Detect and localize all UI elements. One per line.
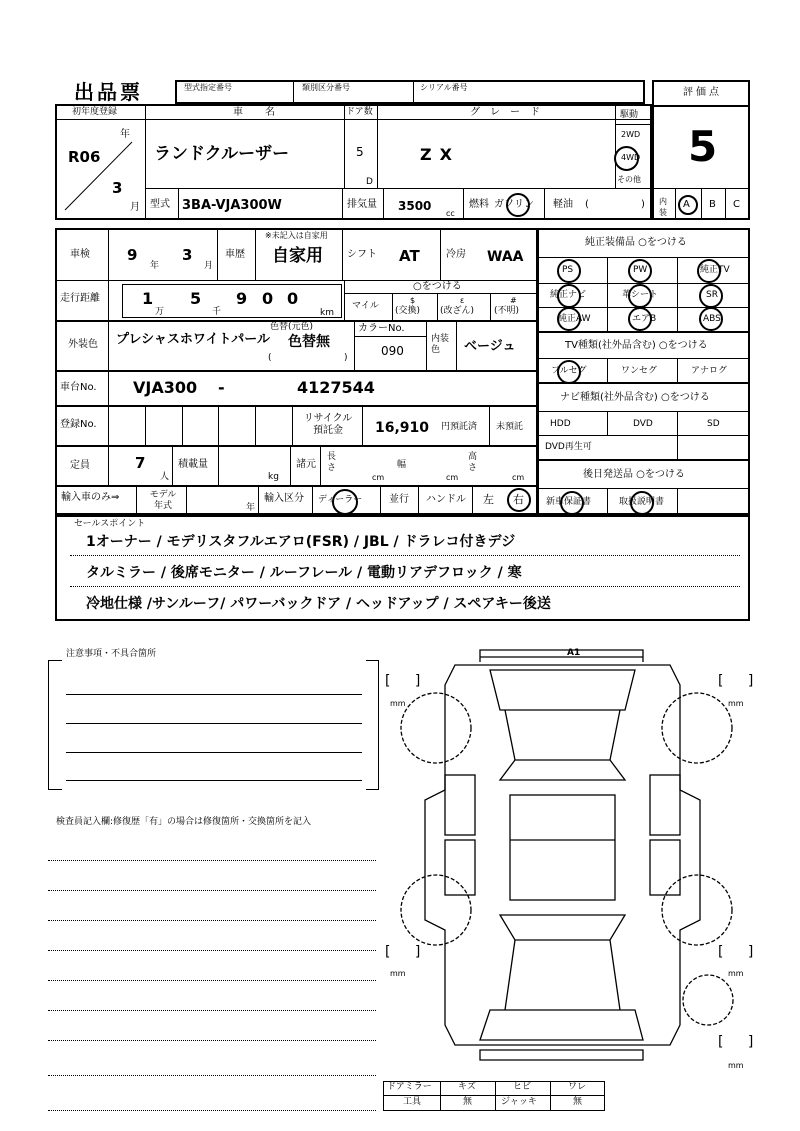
interior-color-label: 内装色	[431, 334, 450, 355]
bracket-rear-right: [ ]	[718, 944, 764, 960]
equip-pw-circle	[628, 259, 652, 283]
history-note: ※未記入は自家用	[265, 231, 328, 240]
grade-value: ZX	[420, 145, 460, 164]
import-dealer-circle	[332, 489, 358, 515]
capacity-unit: 人	[160, 472, 170, 482]
equip-ps-circle	[557, 259, 581, 283]
bracket-spare: [ ]	[718, 1034, 764, 1050]
equipment-title: 純正装備品 ○をつける	[585, 237, 687, 248]
drive-label: 駆動	[620, 110, 639, 120]
ac-label: 冷房	[446, 249, 466, 260]
color-no-label: カラーNo.	[358, 323, 405, 334]
model-year-label: モデル年式	[149, 490, 177, 511]
length-cm: cm	[372, 473, 385, 482]
first-reg-year-unit: 年	[120, 129, 130, 140]
bracket-front-right: [ ]	[718, 673, 764, 689]
doors-value: 5	[356, 145, 364, 159]
legend-header-3: ヒビ	[513, 1082, 532, 1092]
light-oil-paren-open: (	[585, 199, 589, 210]
mileage-digit-4: 0	[262, 289, 274, 308]
mileage-mark-label: ○をつける	[413, 281, 462, 292]
length-label: 長さ	[327, 452, 337, 473]
recycle-value: 16,910	[375, 420, 430, 436]
import-dealer: ディーラー	[318, 495, 363, 505]
mileage-digit-2: 5	[190, 289, 202, 308]
drive-4wd: 4WD	[621, 153, 641, 162]
legend-value-1: 工具	[403, 1097, 422, 1107]
load-label: 積載量	[178, 459, 208, 470]
tv-fullseg-circle	[557, 360, 581, 384]
navi-sd: SD	[707, 419, 720, 429]
handle-right-circle	[507, 488, 531, 512]
import-parallel: 並行	[389, 494, 409, 505]
model-value: 3BA-VJA300W	[182, 198, 282, 213]
inspection-year-unit: 年	[150, 261, 160, 271]
shift-label: シフト	[347, 249, 377, 260]
spare-wheel	[680, 972, 740, 1032]
inspection-month: 3	[182, 246, 193, 264]
sales-line-1: 1オーナー / モデリスタフルエアロ(FSR) / JBL / ドラレコ付きデジ	[86, 534, 516, 550]
width-label: 幅	[397, 460, 407, 470]
equip-leather-circle	[628, 284, 652, 308]
sales-line-2: タルミラー / 後席モニター / ルーフレール / 電動リアデフロック / 寒	[86, 565, 522, 581]
equip-sr-circle	[699, 284, 723, 308]
legend-value-3: ジャッキ	[501, 1097, 537, 1107]
doors-label: ドア数	[346, 107, 373, 117]
color-change-paren-open: (	[268, 353, 272, 363]
category-label: 類別区分番号	[302, 83, 350, 92]
modified-mark: ɛ	[460, 296, 465, 305]
interior-b: B	[709, 199, 716, 210]
equip-navi-circle	[557, 284, 581, 308]
reg-no-label: 登録No.	[60, 419, 97, 430]
chassis-prefix: VJA300	[133, 378, 198, 397]
light-oil-paren-close: )	[641, 199, 645, 210]
equip-pw: PW	[633, 265, 648, 275]
exterior-color-value: プレシャスホワイトパール	[116, 332, 270, 347]
equip-tv-circle	[697, 259, 721, 283]
navi-hdd: HDD	[550, 419, 571, 429]
interior-color-value: ベージュ	[464, 339, 516, 354]
wheel-front-left	[396, 688, 476, 778]
history-value: 自家用	[272, 246, 323, 266]
equip-abs-circle	[699, 307, 723, 331]
mm-spare: mm	[728, 1061, 744, 1070]
score-label: 評価点	[683, 87, 722, 98]
header-number-row	[175, 80, 645, 104]
color-change-value: 色替無	[288, 334, 330, 350]
capacity-label: 定員	[70, 460, 90, 471]
navi-dvd: DVD	[633, 419, 653, 429]
height-cm: cm	[512, 473, 525, 482]
equip-leather: 革シート	[622, 290, 659, 300]
load-unit: kg	[268, 472, 279, 482]
tv-title: TV種類(社外品含む) ○をつける	[565, 340, 708, 351]
modified-label: (改ざん)	[440, 306, 475, 316]
mileage-label: 走行距離	[60, 293, 100, 304]
recycle-unit: 円預託済	[441, 422, 478, 432]
inspection-label: 車検	[70, 249, 90, 260]
first-reg-month: 3	[112, 179, 123, 197]
docs-manual-circle	[630, 491, 654, 515]
chassis-number: 4127544	[297, 378, 375, 397]
height-label: 高さ	[468, 452, 478, 473]
history-label: 車歴	[225, 249, 245, 260]
width-cm: cm	[446, 473, 459, 482]
first-reg-year: R06	[68, 148, 101, 166]
equip-sr: SR	[706, 290, 718, 300]
equip-abs: ABS	[703, 314, 721, 324]
form-title: 出品票	[74, 80, 143, 104]
dims-label: 諸元	[296, 459, 316, 470]
docs-manual: 取扱説明書	[619, 497, 665, 507]
tv-oneseg: ワンセグ	[621, 366, 658, 376]
shift-value: AT	[399, 247, 420, 265]
equip-airbag-circle	[628, 307, 652, 331]
unknown-mark: #	[510, 296, 517, 305]
mileage-man: 万	[155, 307, 165, 317]
legend-header-4: ワレ	[568, 1082, 587, 1092]
exchange-label: (交換)	[395, 306, 421, 316]
interior-a-circle	[678, 195, 698, 215]
color-change-paren-close: )	[344, 353, 348, 363]
light-oil-label: 軽油	[553, 199, 573, 210]
import-only-label: 輸入車のみ⇒	[61, 492, 120, 503]
mileage-digit-5: 0	[287, 289, 299, 308]
handle-label: ハンドル	[426, 494, 466, 505]
diagram-top-mark: A1	[567, 648, 581, 658]
equip-aw-circle	[557, 307, 581, 331]
inspector-label: 検査員記入欄:修復歴「有」の場合は修復箇所・交換箇所を記入	[56, 817, 312, 827]
inspection-year: 9	[127, 246, 138, 264]
exterior-color-label: 外装色	[68, 339, 98, 350]
model-designation-label: 型式指定番号	[184, 83, 232, 92]
docs-warranty: 新車保証書	[546, 497, 592, 507]
drive-4wd-circle	[614, 146, 639, 171]
recycle-unpaid: 未預託	[496, 422, 524, 432]
displacement-unit: cc	[446, 209, 455, 218]
fuel-value: ガソリン	[494, 199, 534, 210]
navi-dvd-play: DVD再生可	[545, 442, 592, 452]
drive-2wd: 2WD	[621, 130, 641, 139]
mileage-digit-1: 1	[142, 289, 154, 308]
doors-suffix: D	[366, 177, 373, 187]
inspection-month-unit: 月	[204, 261, 214, 271]
sales-points-label: セールスポイント	[74, 519, 146, 529]
wheel-front-right	[657, 688, 737, 778]
displacement-label: 排気量	[347, 199, 377, 210]
mileage-km: km	[320, 308, 334, 318]
mileage-digit-3: 9	[236, 289, 248, 308]
color-change-label: 色替(元色)	[270, 322, 314, 332]
tv-fullseg: フルセグ	[551, 366, 587, 376]
equip-aw: 純正AW	[558, 314, 591, 324]
first-reg-slash	[60, 140, 140, 215]
mm-rear-left: mm	[390, 969, 406, 978]
equip-navi: 純正ナビ	[550, 290, 587, 300]
chassis-label: 車台No.	[60, 382, 97, 393]
color-no-value: 090	[381, 344, 404, 358]
model-label: 型式	[150, 199, 170, 210]
sales-line-3: 冷地仕様 /サンルーフ/ パワーバックドア / ヘッドアップ / スペアキー後送	[86, 596, 551, 612]
fuel-label: 燃料	[469, 199, 489, 210]
first-reg-month-unit: 月	[130, 202, 140, 213]
handle-left: 左	[483, 493, 494, 506]
navi-title: ナビ種類(社外品含む) ○をつける	[560, 392, 710, 403]
serial-label: シリアル番号	[420, 83, 468, 92]
handle-right: 右	[513, 493, 524, 506]
docs-title: 後日発送品 ○をつける	[583, 469, 685, 480]
mm-front-left: mm	[390, 699, 406, 708]
unknown-label: (不明)	[494, 306, 520, 316]
tv-analog: アナログ	[691, 366, 728, 376]
interior-c: C	[733, 199, 740, 210]
equip-ps: PS	[562, 265, 574, 275]
first-reg-label: 初年度登録	[72, 107, 118, 117]
car-name-value: ランドクルーザー	[154, 144, 290, 164]
score-value: 5	[688, 122, 718, 171]
car-name-label: 車名	[233, 107, 297, 118]
legend-header-1: ドアミラー	[387, 1082, 432, 1092]
legend-value-2: 無	[463, 1097, 473, 1107]
equip-airbag: エアB	[632, 314, 657, 324]
mile-label: マイル	[352, 301, 379, 311]
chassis-dash: -	[218, 378, 225, 397]
capacity-value: 7	[135, 454, 146, 472]
grade-label: グレード	[470, 107, 550, 118]
interior-a: A	[683, 199, 690, 210]
import-class-label: 輸入区分	[264, 493, 304, 504]
ac-value: WAA	[487, 249, 524, 265]
bracket-rear-left: [ ]	[385, 944, 431, 960]
docs-warranty-circle	[560, 491, 584, 515]
caution-label: 注意事項・不具合箇所	[66, 649, 157, 659]
drive-other: その他	[617, 175, 641, 184]
mm-rear-right: mm	[728, 969, 744, 978]
recycle-label: リサイクル預託金	[303, 413, 353, 436]
exchange-mark: $	[410, 296, 416, 305]
legend-header-2: キズ	[458, 1082, 476, 1092]
model-year-unit: 年	[246, 503, 256, 513]
equip-tv: 純正TV	[700, 265, 730, 275]
mileage-sen: 千	[212, 307, 222, 317]
fuel-gasoline-circle	[506, 193, 530, 217]
displacement-value: 3500	[398, 199, 432, 213]
interior-label: 内装	[659, 197, 667, 217]
mm-front-right: mm	[728, 699, 744, 708]
bracket-front-left: [ ]	[385, 673, 431, 689]
legend-value-4: 無	[573, 1097, 583, 1107]
